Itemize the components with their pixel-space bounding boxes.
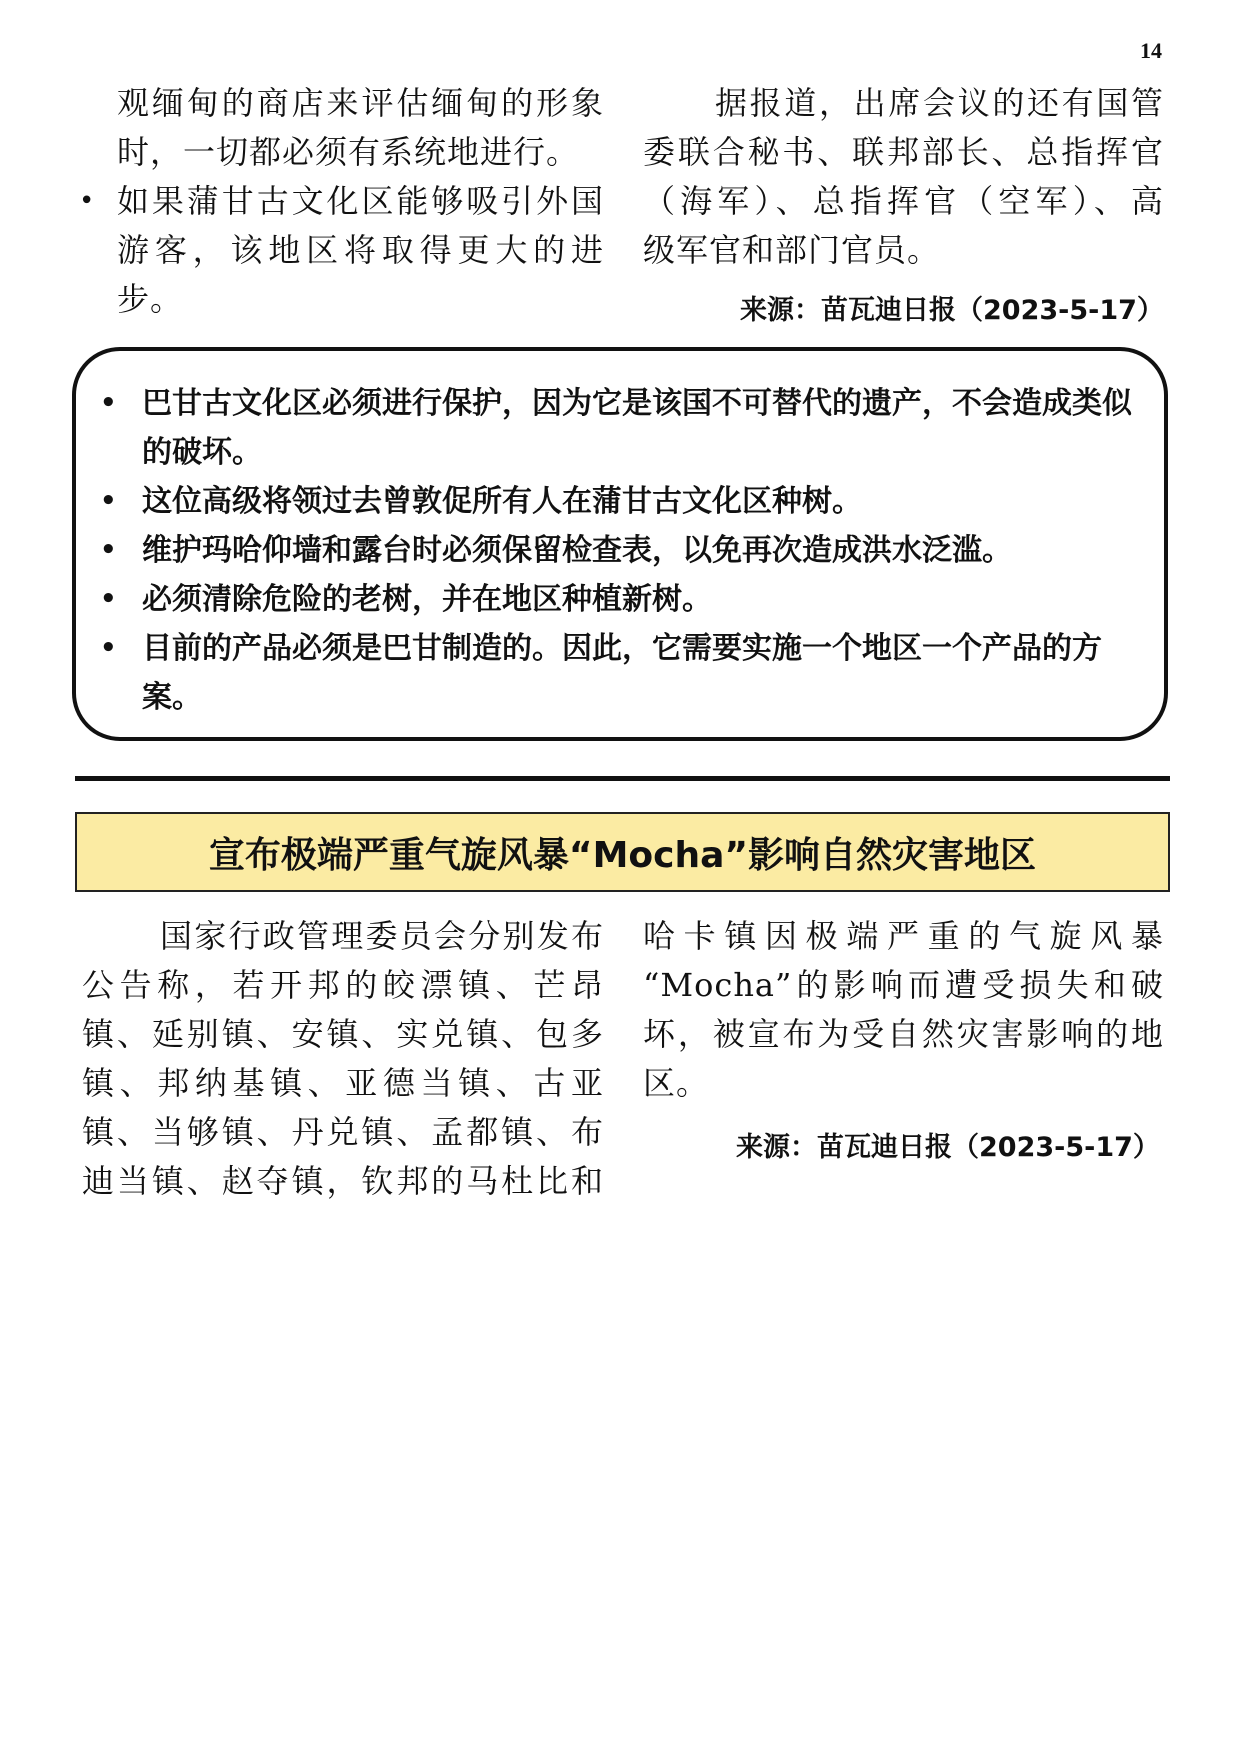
article2-right-line: 哈卡镇因极端严重的气旋风暴 <box>643 917 1164 955</box>
summary-item: • 目前的产品必须是巴甘制造的。因此，它需要实施一个地区一个产品的方案。 <box>100 624 1140 722</box>
summary-list <box>100 379 1140 722</box>
article1-left-line: 时，一切都必须有系统地进行。 <box>117 133 580 171</box>
article1-left-bullet <box>79 177 604 324</box>
summary-box <box>72 347 1168 741</box>
article2-left-column <box>82 912 604 1206</box>
article2-left-line: 迪当镇、赵夺镇，钦邦的马杜比和 <box>82 1162 604 1200</box>
article2-left-line: 镇、当够镇、丹兑镇、孟都镇、布 <box>82 1113 604 1151</box>
article1-left-bullet-line: 步。 <box>117 280 184 318</box>
article2-title-banner <box>75 812 1170 892</box>
article1-right-line: 级军官和部门官员。 <box>643 231 941 269</box>
article1-left-column <box>117 79 604 324</box>
section-divider <box>75 776 1170 781</box>
article1-right-line: 委联合秘书、联邦部长、总指挥官 <box>643 133 1164 171</box>
summary-item: • 必须清除危险的老树，并在地区种植新树。 <box>100 575 1140 624</box>
article2-right-line: “Mocha”的影响而遭受损失和破 <box>643 966 1164 1004</box>
article2-right-line: 坏，被宣布为受自然灾害影响的地 <box>643 1015 1164 1053</box>
summary-item: • 巴甘古文化区必须进行保护，因为它是该国不可替代的遗产，不会造成类似的破坏。 <box>100 379 1140 477</box>
article1-source: 来源：苗瓦迪日报（2023-5-17） <box>740 295 1164 326</box>
article1-left-line: 观缅甸的商店来评估缅甸的形象 <box>117 84 604 122</box>
article1-right-column <box>643 79 1164 275</box>
summary-item: • 维护玛哈仰墙和露台时必须保留检查表，以免再次造成洪水泛滥。 <box>100 526 1140 575</box>
article2-left-line: 镇、邦纳基镇、亚德当镇、古亚 <box>82 1064 604 1102</box>
article2-left-line: 国家行政管理委员会分别发布 <box>160 917 604 955</box>
page-number: 14 <box>1140 38 1162 63</box>
article1-right-line: （海军）、总指挥官（空军）、高 <box>643 182 1164 220</box>
article1-left-bullet-line: 游客，该地区将取得更大的进 <box>117 231 604 269</box>
article2-title: 宣布极端严重气旋风暴“Mocha”影响自然灾害地区 <box>208 834 1037 876</box>
article2-left-line: 镇、延别镇、安镇、实兑镇、包多 <box>82 1015 604 1053</box>
article1-left-bullet-line: • 如果蒲甘古文化区能够吸引外国 <box>117 182 604 220</box>
article2-left-line: 公告称，若开邦的皎漂镇、芒昂 <box>82 966 604 1004</box>
article1-right-line: 据报道，出席会议的还有国管 <box>715 84 1164 122</box>
article2-source: 来源：苗瓦迪日报（2023-5-17） <box>736 1132 1160 1163</box>
article2-right-line: 区。 <box>643 1064 710 1102</box>
summary-item: • 这位高级将领过去曾敦促所有人在蒲甘古文化区种树。 <box>100 477 1140 526</box>
article2-right-column <box>643 912 1164 1108</box>
